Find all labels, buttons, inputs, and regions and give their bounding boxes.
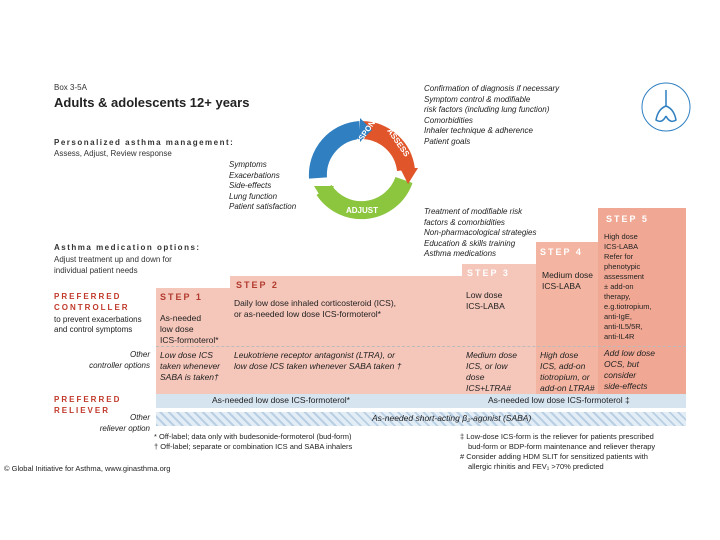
review-item: Patient satisfaction: [229, 202, 297, 211]
personalized-sub: Assess, Adjust, Review response: [54, 149, 172, 158]
footnotes-right: [460, 432, 710, 472]
step1-other-controller: [160, 350, 228, 383]
footnote: * Off-label; data only with budesonide-formoterol (bud-form): [154, 432, 352, 441]
step4-preferred-controller: [542, 270, 598, 292]
assess-item: Patient goals: [424, 136, 471, 146]
step2-preferred-controller: [234, 298, 460, 320]
cell-line: Low dose ICS: [160, 350, 213, 360]
step5-preferred-controller: [604, 232, 684, 342]
review-list: [229, 160, 339, 213]
cell-line: ICS-LABA: [542, 281, 581, 291]
cell-line: Refer for: [604, 252, 634, 261]
cell-line: side-effects: [604, 381, 648, 391]
footnote: # Consider adding HDM SLIT for sensitized patients with: [460, 452, 648, 461]
step2-block: [230, 276, 462, 394]
step4-other-controller: [540, 350, 600, 394]
cell-line: Add low dose: [604, 348, 656, 358]
med-options-sub1: Adjust treatment up and down for: [54, 255, 172, 264]
other-controller-line1: Other: [129, 350, 150, 359]
cell-line: or as-needed low dose ICS-formoterol*: [234, 309, 381, 319]
page-title: Adults & adolescents 12+ years: [54, 95, 250, 110]
assess-item: Comorbidities: [424, 115, 473, 125]
cell-line: e.g.tiotropium,: [604, 302, 652, 311]
footnote: bud-form or BDP-form maintenance and reliever therapy: [468, 442, 656, 451]
copyright: © Global Initiative for Asthma, www.ginasthma.org: [4, 464, 171, 473]
personalized-heading: Personalized asthma management:: [54, 138, 235, 147]
cell-line: Medium dose: [542, 270, 594, 280]
step2-label: STEP 2: [236, 280, 279, 290]
review-item: Lung function: [229, 191, 278, 201]
preferred-reliever-line1: PREFERRED: [54, 395, 122, 404]
cell-line: taken whenever: [160, 361, 221, 371]
cell-line: High dose: [604, 232, 638, 241]
adjust-label: ADJUST: [346, 206, 379, 215]
cell-line: low dose ICS taken whenever SABA taken †: [234, 361, 402, 371]
assess-item: risk factors (including lung function): [424, 105, 550, 114]
review-item: Symptoms: [229, 160, 267, 169]
assess-label: ASSESS: [385, 126, 412, 159]
cell-line: anti-IL5/5R,: [604, 322, 643, 331]
other-reliever-label: [54, 413, 150, 434]
row-divider: [156, 346, 686, 347]
box-label: Box 3-5A: [54, 83, 87, 92]
adjust-item: factors & comorbidities: [424, 217, 505, 227]
assess-item: Inhaler technique & adherence: [424, 126, 533, 135]
cell-line: As-needed: [160, 313, 202, 323]
step4-label: STEP 4: [540, 247, 583, 257]
cell-line: phenotypic: [604, 262, 641, 271]
footnote: allergic rhinitis and FEV₁ >70% predicted: [468, 462, 604, 471]
step3-preferred-controller: [466, 290, 534, 312]
cell-line: ± add-on: [604, 282, 634, 291]
step1-preferred-controller: [160, 313, 228, 346]
med-options-heading: Asthma medication options:: [54, 243, 201, 252]
cell-line: High dose: [540, 350, 579, 360]
preferred-controller-line2: CONTROLLER: [54, 303, 130, 312]
cell-line: consider: [604, 370, 637, 380]
cell-line: dose: [466, 372, 485, 382]
other-controller-label: [54, 350, 150, 371]
preferred-reliever-left: As-needed low dose ICS-formoterol*: [212, 395, 350, 405]
step1-label: STEP 1: [160, 292, 203, 302]
cell-line: Low dose: [466, 290, 503, 300]
step5-label: STEP 5: [606, 214, 649, 224]
cell-line: low dose: [160, 324, 194, 334]
preferred-reliever-line2: RELIEVER: [54, 406, 111, 415]
cell-line: ICS, or low: [466, 361, 508, 371]
med-options-sub2: individual patient needs: [54, 266, 138, 275]
preferred-controller-line1: PREFERRED: [54, 292, 122, 301]
assess-list: [424, 84, 624, 147]
review-item: Side-effects: [229, 181, 272, 190]
other-reliever-line1: Other: [129, 413, 150, 422]
preferred-reliever-right: As-needed low dose ICS-formoterol ‡: [488, 395, 630, 405]
cell-line: ICS-formoterol*: [160, 335, 219, 345]
assess-item: Symptom control & modifiable: [424, 94, 531, 104]
adjust-item: Asthma medications: [424, 249, 497, 258]
cell-line: ICS, add-on: [540, 361, 586, 371]
cell-line: Daily low dose inhaled corticosteroid (ICS),: [234, 298, 397, 308]
review-response-label: REVIEW RESPONSE: [330, 109, 384, 180]
cell-line: tiotropium, or: [540, 372, 590, 382]
footnote: † Off-label; separate or combination ICS and SABA inhalers: [154, 442, 353, 451]
preferred-controller-sub1: to prevent exacerbations: [54, 315, 142, 324]
adjust-item: Treatment of modifiable risk: [424, 207, 523, 216]
adjust-item: Education & skills training: [424, 238, 516, 248]
step5-other-controller: [604, 348, 684, 392]
cell-line: anti-IL4R: [604, 332, 635, 341]
footnotes-left: [154, 432, 434, 452]
preferred-controller-sub2: and control symptoms: [54, 325, 133, 334]
step2-other-controller: [234, 350, 460, 372]
cell-line: Medium dose: [466, 350, 518, 360]
cell-line: SABA is taken†: [160, 372, 219, 382]
cell-line: Leukotriene receptor antagonist (LTRA), or: [234, 350, 395, 360]
cell-line: anti-IgE,: [604, 312, 632, 321]
assess-item: Confirmation of diagnosis if necessary: [424, 84, 560, 93]
other-controller-line2: controller options: [89, 360, 150, 370]
step3-other-controller: [466, 350, 534, 394]
cell-line: assessment: [604, 272, 645, 281]
review-item: Exacerbations: [229, 170, 280, 180]
cell-line: ICS-LABA: [604, 242, 639, 251]
footnote: ‡ Low-dose ICS-form is the reliever for patients prescribed: [460, 432, 654, 441]
cell-line: ICS+LTRA#: [466, 383, 511, 393]
gina-logo: [636, 76, 696, 138]
other-reliever-line2: reliever option: [99, 423, 150, 433]
step3-label: STEP 3: [467, 268, 510, 278]
cell-line: ICS-LABA: [466, 301, 505, 311]
other-reliever-text: As-needed short-acting β₂-agonist (SABA): [372, 413, 532, 423]
cell-line: add-on LTRA#: [540, 383, 595, 393]
adjust-item: Non-pharmacological strategies: [424, 228, 537, 237]
cell-line: OCS, but: [604, 359, 639, 369]
cell-line: therapy,: [604, 292, 631, 301]
